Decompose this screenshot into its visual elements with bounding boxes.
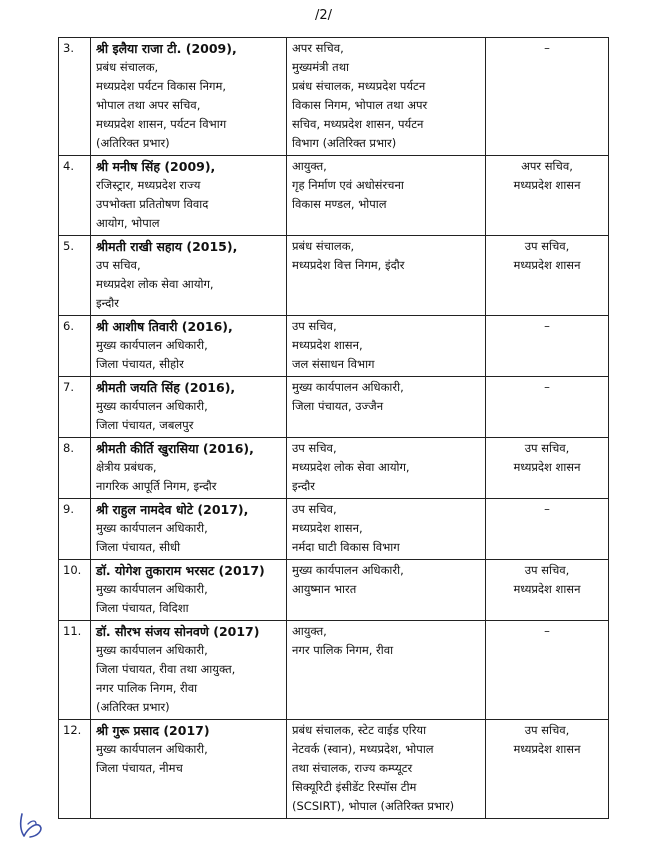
new-posting-line: उप सचिव, <box>292 502 337 516</box>
new-posting-line: विकास मण्डल, भोपाल <box>292 197 387 211</box>
additional-designation-line: – <box>544 502 550 516</box>
serial-number: 12. <box>59 720 91 819</box>
officer-name: श्री आशीष तिवारी (2016), <box>96 319 233 334</box>
additional-designation-line: मध्यप्रदेश शासन <box>513 582 581 596</box>
serial-number: 6. <box>59 316 91 377</box>
new-posting-line: जल संसाधन विभाग <box>292 357 375 371</box>
table-row <box>59 621 609 720</box>
officer-cell <box>91 316 287 377</box>
new-posting-line: नेटवर्क (स्वान), मध्यप्रदेश, भोपाल <box>292 742 434 756</box>
table-row <box>59 316 609 377</box>
new-posting-line: प्रबंध संचालक, मध्यप्रदेश पर्यटन <box>292 79 426 93</box>
additional-designation-line: उप सचिव, <box>524 441 570 455</box>
current-post-line: रजिस्ट्रार, मध्यप्रदेश राज्य <box>96 178 201 192</box>
officer-cell <box>91 560 287 621</box>
current-post-line: मुख्य कार्यपालन अधिकारी, <box>96 643 208 657</box>
additional-designation-line: – <box>544 319 550 333</box>
current-post-line: भोपाल तथा अपर सचिव, <box>96 98 201 112</box>
new-posting-line: सिक्यूरिटी इंसीडेंट रिस्पॉस टीम <box>292 780 417 794</box>
new-posting-line: इन्दौर <box>292 479 315 493</box>
serial-number: 3. <box>59 38 91 156</box>
officer-cell <box>91 499 287 560</box>
officer-name: श्रीमती राखी सहाय (2015), <box>96 239 238 254</box>
serial-number: 5. <box>59 236 91 316</box>
new-posting-cell <box>287 156 486 236</box>
table-row <box>59 38 609 156</box>
current-post-line: नगर पालिक निगम, रीवा <box>96 681 198 695</box>
current-post-line: मध्यप्रदेश पर्यटन विकास निगम, <box>96 79 227 93</box>
new-posting-line: गृह निर्माण एवं अधोसंरचना <box>292 178 404 192</box>
additional-designation-line: उप सचिव, <box>524 723 570 737</box>
officer-cell <box>91 236 287 316</box>
new-posting-cell <box>287 38 486 156</box>
new-posting-cell <box>287 560 486 621</box>
new-posting-line: मुख्यमंत्री तथा <box>292 60 350 74</box>
new-posting-cell <box>287 720 486 819</box>
additional-designation-cell <box>486 236 609 316</box>
current-post-line: आयोग, भोपाल <box>96 216 160 230</box>
serial-number: 10. <box>59 560 91 621</box>
current-post-line: मुख्य कार्यपालन अधिकारी, <box>96 582 208 596</box>
new-posting-line: आयुक्त, <box>292 159 327 173</box>
officer-cell <box>91 156 287 236</box>
officer-name: डॉ. योगेश तुकाराम भरसट (2017) <box>96 563 265 578</box>
new-posting-line: मध्यप्रदेश शासन, <box>292 521 363 535</box>
new-posting-cell <box>287 316 486 377</box>
new-posting-line: नगर पालिक निगम, रीवा <box>292 643 394 657</box>
table-row <box>59 236 609 316</box>
additional-designation-cell <box>486 438 609 499</box>
officer-name: श्री मनीष सिंह (2009), <box>96 159 216 174</box>
serial-number: 4. <box>59 156 91 236</box>
current-post-line: जिला पंचायत, विदिशा <box>96 601 189 615</box>
page-number: /2/ <box>314 8 333 23</box>
current-post-line: प्रबंध संचालक, <box>96 60 159 74</box>
new-posting-line: आयुष्मान भारत <box>292 582 357 596</box>
current-post-line: इन्दौर <box>96 296 119 310</box>
table-row <box>59 438 609 499</box>
new-posting-line: (SCSIRT), भोपाल (अतिरिक्त प्रभार) <box>292 799 455 813</box>
serial-number: 11. <box>59 621 91 720</box>
current-post-line: जिला पंचायत, जबलपुर <box>96 418 194 432</box>
serial-number: 7. <box>59 377 91 438</box>
current-post-line: क्षेत्रीय प्रबंधक, <box>96 460 157 474</box>
additional-designation-line: – <box>544 624 550 638</box>
officer-name: श्री इलैया राजा टी. (2009), <box>96 41 237 56</box>
officer-cell <box>91 377 287 438</box>
current-post-line: जिला पंचायत, नीमच <box>96 761 183 775</box>
table-row <box>59 720 609 819</box>
new-posting-line: मुख्य कार्यपालन अधिकारी, <box>292 563 404 577</box>
additional-designation-line: मध्यप्रदेश शासन <box>513 460 581 474</box>
current-post-line: जिला पंचायत, सीहोर <box>96 357 184 371</box>
new-posting-cell <box>287 621 486 720</box>
current-post-line: मध्यप्रदेश शासन, पर्यटन विभाग <box>96 117 227 131</box>
additional-designation-line: – <box>544 41 550 55</box>
additional-designation-line: अपर सचिव, <box>521 159 573 173</box>
additional-designation-cell <box>486 621 609 720</box>
additional-designation-line: मध्यप्रदेश शासन <box>513 178 581 192</box>
new-posting-line: तथा संचालक, राज्य कम्प्यूटर <box>292 761 413 775</box>
new-posting-cell <box>287 499 486 560</box>
current-post-line: (अतिरिक्त प्रभार) <box>96 136 170 150</box>
table-row <box>59 499 609 560</box>
additional-designation-cell <box>486 316 609 377</box>
transfer-orders-table <box>58 37 609 819</box>
additional-designation-cell <box>486 499 609 560</box>
additional-designation-line: उप सचिव, <box>524 563 570 577</box>
officer-name: श्रीमती कीर्ति खुरासिया (2016), <box>96 441 254 456</box>
current-post-line: मुख्य कार्यपालन अधिकारी, <box>96 521 208 535</box>
new-posting-cell <box>287 236 486 316</box>
officer-name: श्री गुरू प्रसाद (2017) <box>96 723 210 738</box>
officer-cell <box>91 38 287 156</box>
new-posting-line: मध्यप्रदेश शासन, <box>292 338 363 352</box>
additional-designation-cell <box>486 560 609 621</box>
current-post-line: जिला पंचायत, सीधी <box>96 540 181 554</box>
table-row <box>59 377 609 438</box>
additional-designation-cell <box>486 38 609 156</box>
additional-designation-line: मध्यप्रदेश शासन <box>513 258 581 272</box>
new-posting-line: उप सचिव, <box>292 319 337 333</box>
new-posting-line: विकास निगम, भोपाल तथा अपर <box>292 98 428 112</box>
additional-designation-line: – <box>544 380 550 394</box>
new-posting-line: विभाग (अतिरिक्त प्रभार) <box>292 136 397 150</box>
current-post-line: मध्यप्रदेश लोक सेवा आयोग, <box>96 277 214 291</box>
additional-designation-line: मध्यप्रदेश शासन <box>513 742 581 756</box>
serial-number: 8. <box>59 438 91 499</box>
new-posting-line: प्रबंध संचालक, <box>292 239 355 253</box>
additional-designation-cell <box>486 720 609 819</box>
new-posting-line: नर्मदा घाटी विकास विभाग <box>292 540 400 554</box>
new-posting-line: प्रबंध संचालक, स्टेट वाईड एरिया <box>292 723 427 737</box>
table-row <box>59 560 609 621</box>
current-post-line: उप सचिव, <box>96 258 141 272</box>
officer-name: डॉ. सौरभ संजय सोनवणे (2017) <box>96 624 260 639</box>
new-posting-line: मध्यप्रदेश वित्त निगम, इंदौर <box>292 258 405 272</box>
additional-designation-cell <box>486 377 609 438</box>
officer-cell <box>91 720 287 819</box>
current-post-line: मुख्य कार्यपालन अधिकारी, <box>96 742 208 756</box>
new-posting-line: मुख्य कार्यपालन अधिकारी, <box>292 380 404 394</box>
table-body <box>59 38 609 819</box>
new-posting-cell <box>287 377 486 438</box>
current-post-line: जिला पंचायत, रीवा तथा आयुक्त, <box>96 662 236 676</box>
officer-cell <box>91 438 287 499</box>
current-post-line: उपभोक्ता प्रतितोषण विवाद <box>96 197 209 211</box>
new-posting-line: अपर सचिव, <box>292 41 344 55</box>
officer-name: श्री राहुल नामदेव धोटे (2017), <box>96 502 249 517</box>
officer-cell <box>91 621 287 720</box>
new-posting-line: आयुक्त, <box>292 624 327 638</box>
serial-number: 9. <box>59 499 91 560</box>
new-posting-line: उप सचिव, <box>292 441 337 455</box>
table-row <box>59 156 609 236</box>
current-post-line: (अतिरिक्त प्रभार) <box>96 700 170 714</box>
additional-designation-line: उप सचिव, <box>524 239 570 253</box>
new-posting-cell <box>287 438 486 499</box>
initials-signature <box>14 808 48 842</box>
new-posting-line: सचिव, मध्यप्रदेश शासन, पर्यटन <box>292 117 424 131</box>
current-post-line: नागरिक आपूर्ति निगम, इन्दौर <box>96 479 217 493</box>
new-posting-line: जिला पंचायत, उज्जैन <box>292 399 384 413</box>
current-post-line: मुख्य कार्यपालन अधिकारी, <box>96 399 208 413</box>
new-posting-line: मध्यप्रदेश लोक सेवा आयोग, <box>292 460 410 474</box>
officer-name: श्रीमती जयति सिंह (2016), <box>96 380 236 395</box>
additional-designation-cell <box>486 156 609 236</box>
current-post-line: मुख्य कार्यपालन अधिकारी, <box>96 338 208 352</box>
